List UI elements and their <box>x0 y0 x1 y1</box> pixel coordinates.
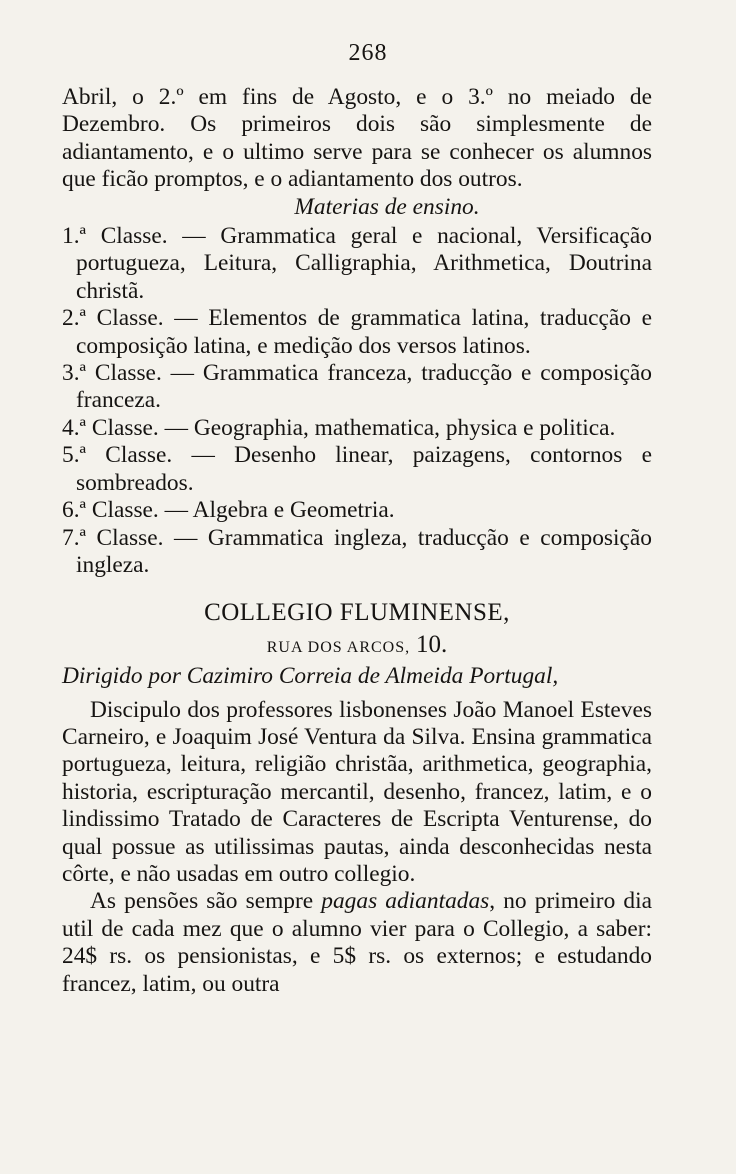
intro-paragraph: Abril, o 2.º em fins de Agosto, e o 3.º no meiado de Dezembro. Os primeiros dois são simplesmente de adiantamento, e o ultimo serve para se conhecer os alumnos que ficão promptos, e o adiantamento dos outros. <box>62 84 652 193</box>
class-text: Classe. — Grammatica franceza, traducção e composição franceza. <box>76 360 652 414</box>
class-number: 6.ª <box>62 497 86 524</box>
college-address <box>62 631 652 661</box>
class-number: 2.ª <box>62 305 86 332</box>
classes-list <box>62 223 652 579</box>
class-item <box>62 415 652 442</box>
class-text: Classe. — Algebra e Geometria. <box>91 497 395 524</box>
class-text: Classe. — Desenho linear, paizagens, contornos e sombreados. <box>76 442 652 496</box>
class-number: 5.ª <box>62 442 86 469</box>
street-number: 10. <box>415 630 448 658</box>
class-item <box>62 360 652 415</box>
class-item <box>62 525 652 580</box>
class-number: 1.ª <box>62 223 86 250</box>
text-column <box>62 84 652 998</box>
class-number: 4.ª <box>62 414 86 441</box>
paragraph-2-italic: pagas adiantadas <box>321 888 490 915</box>
class-number: 3.ª <box>62 360 86 387</box>
street-name: RUA DOS ARCOS, <box>266 638 411 656</box>
class-item <box>62 497 652 524</box>
class-item <box>62 223 652 305</box>
page-number: 268 <box>348 40 388 66</box>
college-director: Dirigido por Cazimiro Correia de Almeida Portugal, <box>62 663 559 690</box>
class-number: 7.ª <box>62 524 86 551</box>
paragraph-2-end: , no primeiro dia util de cada mez que o alumno vier para o Collegio, a saber: 24$ rs. os pensionistas, e 5$ rs. os externos; e estudando francez, latim, ou outra <box>62 888 652 997</box>
class-item <box>62 305 652 360</box>
class-text: Classe. — Grammatica geral e nacional, Versificação portugueza, Leitura, Calligraphia, Arithmetica, Doutrina christã. <box>76 223 652 304</box>
class-text: Classe. — Elementos de grammatica latina, traducção e composição latina, e medição dos versos latinos. <box>76 305 652 359</box>
college-paragraph-2 <box>62 888 652 998</box>
section-subheading: Materias de ensino. <box>294 193 480 220</box>
class-text: Classe. — Geographia, mathematica, physica e politica. <box>91 414 616 441</box>
college-title: COLLEGIO FLUMINENSE, <box>204 599 510 627</box>
college-paragraph-1: Discipulo dos professores lisbonenses João Manoel Esteves Carneiro, e Joaquim José Ventura da Silva. Ensina grammatica portugueza, leitura, religião christãa, arithmetica, geographia, historia, escripturação mercantil, desenho, francez, latim, e o lindissimo Tratado de Caracteres de Escripta Venturense, do qual possue as utilissimas pautas, ainda desconhecidas nesta côrte, e não usadas em outro collegio. <box>62 696 652 887</box>
class-item <box>62 442 652 497</box>
paragraph-2-start: As pensões são sempre <box>90 888 314 915</box>
class-text: Classe. — Grammatica ingleza, traducção e composição ingleza. <box>76 524 652 578</box>
